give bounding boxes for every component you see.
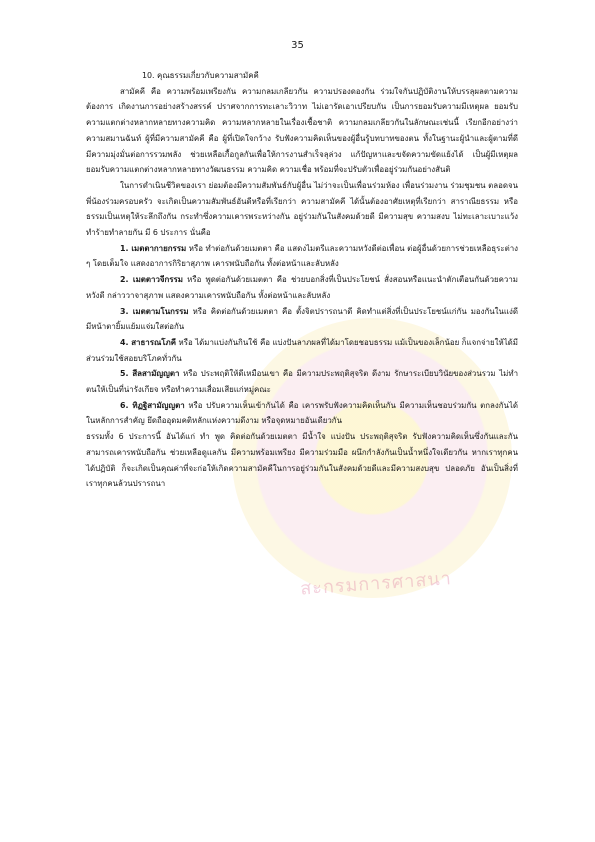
list-item [86,272,518,303]
page-number: 35 [291,40,304,51]
item-text: หรือ ทำต่อกันด้วยเมตตา คือ แสดงไมตรีและความหวังดีต่อเพื่อน ต่อผู้อื่นด้วยการช่วยเหลือธุระต่าง ๆ โดยเต็มใจ แสดงอาการกิริยาสุภาพ เคารพนับถือกัน ทั้งต่อหน้าและลับหลัง [86,243,518,269]
item-text: หรือ ประพฤติให้ดีเหมือนเขา คือ มีความประพฤติสุจริต ดีงาม รักษาระเบียบวินัยของส่วนรวม ไม่ทำตนให้เป็นที่น่ารังเกียจ หรือทำความเสื่อมเสียแก่หมู่คณะ [86,369,518,395]
item-title: 4. สาธารณโภคี [120,337,177,347]
list-item [86,304,518,335]
item-title: 1. เมตตากายกรรม [120,243,187,253]
paragraph-2: ในการดำเนินชีวิตของเรา ย่อมต้องมีความสัมพันธ์กับผู้อื่น ไม่ว่าจะเป็นเพื่อนร่วมห้อง เพื่อนร่วมงาน ร่วมชุมชน ตลอดจนพี่น้องร่วมครอบครัว จะเกิดเป็นความสัมพันธ์อันดีหรือที่เรียกว่า ความสามัคคี ได้นั้นต้องอาศัยเหตุที่เรียกว่า สาราณียธรรม หรือธรรมเป็นเหตุให้ระลึกถึงกัน กระทำซึ่งความเคารพระหว่างกัน อยู่ร่วมกันในสังคมด้วยดี มีความสุข ความสงบ ไม่ทะเลาะเบาะแว้ง ทำร้ายทำลายกัน มี 6 ประการ นั่นคือ [86,180,518,238]
list-item [86,335,518,366]
closing-paragraph: ธรรมทั้ง 6 ประการนี้ อันได้แก่ ทำ พูด คิดต่อกันด้วยเมตตา มีน้ำใจ แบ่งปัน ประพฤติสุจริต รับฟังความคิดเห็นซึ่งกันและกัน สามารถเคารพนับถือกัน ช่วยเหลือดูแลกัน มีความพร้อมเพรียง มีความร่วมมือ ผนึกกำลังกันเป็นน้ำหนึ่งใจเดียวกัน หากเราทุกคนได้ปฏิบัติ ก็จะเกิดเป็นคุณค่าที่จะก่อให้เกิดความสามัคคีในการอยู่ร่วมกันในสังคมด้วยดีและมีความสงบสุข ปลอดภัย อันเป็นสิ่งที่เราทุกคนล้วนปรารถนา [86,432,518,489]
intro-paragraph: สามัคคี คือ ความพร้อมเพรียงกัน ความกลมเกลียวกัน ความปรองดองกัน ร่วมใจกันปฏิบัติงานให้บรรลุผลตามความต้องการ เกิดงานการอย่างสร้างสรรค์ ปราศจากการทะเลาะวิวาท ไม่เอารัดเอาเปรียบกัน เป็นการยอมรับความมีเหตุผล ยอมรับความแตกต่างหลากหลายทางความคิด ความหลากหลายในเรื่องเชื้อชาติ ความกลมเกลียวกันในลักษณะเช่นนี้ เรียกอีกอย่างว่าความสมานฉันท์ ผู้ที่มีความสามัคคี คือ ผู้ที่เปิดใจกว้าง รับฟังความคิดเห็นของผู้อื่นรู้บทบาทของตน ทั้งในฐานะผู้นำและผู้ตามที่ดี มีความมุ่งมั่นต่อการรวมพลัง ช่วยเหลือเกื้อกูลกันเพื่อให้การงานสำเร็จลุล่วง แก้ปัญหาและขจัดความขัดแย้งได้ เป็นผู้มีเหตุผล ยอมรับความแตกต่างหลากหลายทางวัฒนธรรม ความคิด ความเชื่อ พร้อมที่จะปรับตัวเพื่ออยู่ร่วมกันอย่างสันติ [86,86,518,175]
item-title: 2. เมตตาวจีกรรม [120,275,183,285]
item-text: หรือ ได้มาแบ่งกันกินใช้ คือ แบ่งปันลาภผลที่ได้มาโดยชอบธรรม แม้เป็นของเล็กน้อย ก็แจกจ่ายให้ได้มีส่วนร่วมใช้สอยบริโภคทั่วกัน [86,337,518,363]
list-item [86,398,518,429]
list-item [86,366,518,397]
item-title: 3. เมตตามโนกรรม [120,306,189,316]
section-heading: 10. คุณธรรมเกี่ยวกับความสามัคคี [142,71,259,80]
item-text: หรือ พูดต่อกันด้วยเมตตา คือ ช่วยบอกสิ่งที่เป็นประโยชน์ สั่งสอนหรือแนะนำตักเตือนกันด้วยความหวังดี กล่าววาจาสุภาพ แสดงความเคารพนับถือกัน ทั้งต่อหน้าและลับหลัง [86,275,518,300]
document-body [86,68,518,492]
list-item [86,241,518,272]
item-text: หรือ ปรับความเห็นเข้ากันได้ คือ เคารพรับฟังความคิดเห็นกัน มีความเห็นชอบร่วมกัน ตกลงกันได้ในหลักการสำคัญ ยึดถืออุดมคติหลักแห่งความดีงาม หรือจุดหมายอันเดียวกัน [86,400,518,426]
item-title: 6. ทิฏฐิสามัญญตา [120,400,185,410]
item-text: หรือ คิดต่อกันด้วยเมตตา คือ ตั้งจิตปรารถนาดี คิดทำแต่สิ่งที่เป็นประโยชน์แก่กัน มองกันในแง่ดี มีหน้าตายิ้มแย้มแจ่มใสต่อกัน [86,306,518,332]
watermark-text: สะกรมการศาสนา [299,568,453,600]
item-title: 5. สีลสามัญญตา [120,369,180,379]
